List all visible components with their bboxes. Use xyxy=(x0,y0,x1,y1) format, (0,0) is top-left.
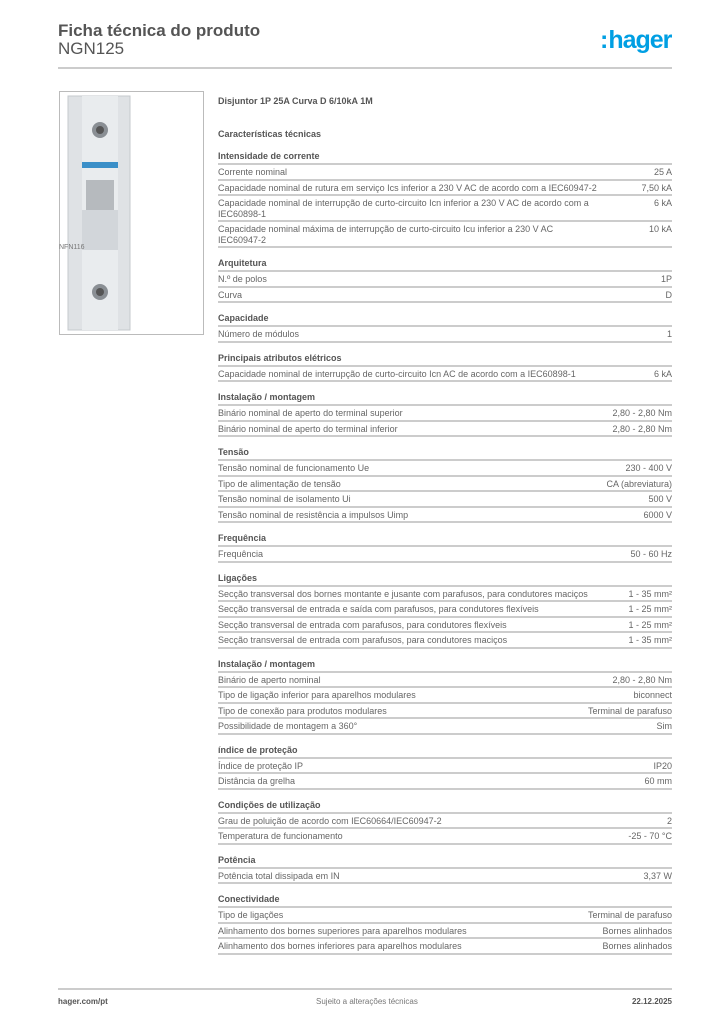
section-heading: Intensidade de corrente xyxy=(218,150,672,165)
spec-row xyxy=(218,673,672,689)
spec-value: Terminal de parafuso xyxy=(587,910,672,920)
characteristics-title: Características técnicas xyxy=(218,129,322,139)
footer-note: Sujeito a alterações técnicas xyxy=(316,997,418,1006)
spec-row xyxy=(218,814,672,830)
spec-label: Capacidade nominal de rutura em serviço Ics inferior a 230 V AC de acordo com a IEC60947-2 xyxy=(218,182,597,193)
spec-label: Tipo de ligação inferior para aparelhos modulares xyxy=(218,690,416,700)
spec-label: Secção transversal de entrada com parafusos, para condutores maciços xyxy=(218,635,508,645)
spec-row xyxy=(218,774,672,790)
spec-value: 2,80 - 2,80 Nm xyxy=(612,674,672,685)
spec-label: Alinhamento dos bornes superiores para aparelhos modulares xyxy=(218,925,467,936)
spec-value: IP20 xyxy=(653,760,672,771)
spec-row xyxy=(218,367,672,383)
spec-section xyxy=(218,257,672,303)
spec-value: CA (abreviatura) xyxy=(606,478,672,489)
spec-section xyxy=(218,352,672,383)
spec-value: biconnect xyxy=(633,690,672,700)
spec-value: 1 xyxy=(666,329,672,339)
spec-row xyxy=(218,633,672,649)
section-heading: Capacidade xyxy=(218,312,672,327)
spec-label: Tipo de conexão para produtos modulares xyxy=(218,705,387,716)
footer-divider xyxy=(58,988,672,990)
spec-section xyxy=(218,893,672,955)
spec-row xyxy=(218,288,672,304)
spec-row xyxy=(218,422,672,438)
spec-label: Número de módulos xyxy=(218,329,300,339)
spec-value: 60 mm xyxy=(644,776,672,786)
section-heading: Condições de utilização xyxy=(218,799,672,814)
spec-label: Potência total dissipada em IN xyxy=(218,870,340,881)
spec-label: Frequência xyxy=(218,549,264,559)
spec-row xyxy=(218,196,672,222)
spec-value: 10 kA xyxy=(648,224,672,234)
spec-label: Tensão nominal de funcionamento Ue xyxy=(218,463,370,473)
spec-value: 500 V xyxy=(648,494,672,504)
product-image xyxy=(59,91,204,335)
spec-label: Capacidade nominal de interrupção de curto-circuito Icn AC de acordo com a IEC60898-1 xyxy=(218,368,576,379)
spec-row xyxy=(218,704,672,720)
spec-section xyxy=(218,150,672,248)
spec-label: Tipo de alimentação de tensão xyxy=(218,478,341,489)
spec-sections xyxy=(218,150,672,955)
spec-label: Possibilidade de montagem a 360° xyxy=(218,721,358,731)
spec-section xyxy=(218,446,672,523)
spec-value: 6000 V xyxy=(643,509,672,520)
spec-label: Tensão nominal de isolamento Ui xyxy=(218,494,351,504)
spec-label: Grau de poluição de acordo com IEC60664/IEC60947-2 xyxy=(218,815,442,826)
spec-label: Tipo de ligações xyxy=(218,910,284,920)
spec-row xyxy=(218,829,672,845)
spec-row xyxy=(218,587,672,603)
spec-value: 6 kA xyxy=(653,198,672,208)
spec-section xyxy=(218,854,672,885)
spec-label: Binário nominal de aperto do terminal inferior xyxy=(218,423,398,434)
spec-value: D xyxy=(665,289,672,300)
section-heading: Instalação / montagem xyxy=(218,391,672,406)
product-code: NGN125 xyxy=(58,39,125,58)
spec-section xyxy=(218,744,672,790)
spec-section xyxy=(218,391,672,437)
spec-label: Secção transversal de entrada com parafusos, para condutores flexíveis xyxy=(218,619,507,630)
hager-logo: :hager xyxy=(600,26,672,54)
spec-row xyxy=(218,939,672,955)
spec-label: Capacidade nominal de interrupção de curto-circuito Icn inferior a 230 V AC de acordo com a IEC60898-1 xyxy=(218,198,589,219)
spec-row xyxy=(218,327,672,343)
section-heading: Instalação / montagem xyxy=(218,658,672,673)
spec-row xyxy=(218,508,672,524)
section-heading: Tensão xyxy=(218,446,672,461)
spec-value: Bornes alinhados xyxy=(602,925,672,936)
spec-section xyxy=(218,572,672,649)
spec-row xyxy=(218,869,672,885)
spec-section xyxy=(218,658,672,735)
spec-value: 1P xyxy=(660,274,672,284)
spec-label: Temperatura de funcionamento xyxy=(218,831,343,841)
spec-value: 1 - 35 mm² xyxy=(628,635,672,645)
spec-label: Curva xyxy=(218,289,243,300)
spec-section xyxy=(218,312,672,343)
spec-row xyxy=(218,759,672,775)
spec-value: 2,80 - 2,80 Nm xyxy=(612,408,672,418)
spec-row xyxy=(218,165,672,181)
spec-row xyxy=(218,222,672,248)
product-title: Disjuntor 1P 25A Curva D 6/10kA 1M xyxy=(218,96,373,106)
spec-label: N.º de polos xyxy=(218,274,267,284)
spec-label: Distância da grelha xyxy=(218,776,296,786)
spec-value: 2 xyxy=(666,815,672,826)
spec-label: Secção transversal de entrada e saída com parafusos, para condutores flexíveis xyxy=(218,604,539,614)
spec-section xyxy=(218,532,672,563)
section-heading: Potência xyxy=(218,854,672,869)
spec-value: Bornes alinhados xyxy=(602,941,672,951)
spec-value: 1 - 25 mm² xyxy=(628,619,672,630)
spec-row xyxy=(218,688,672,704)
spec-label: Alinhamento dos bornes inferiores para aparelhos modulares xyxy=(218,941,462,951)
spec-label: Secção transversal dos bornes montante e jusante com parafusos, para condutores maciços xyxy=(218,588,588,599)
spec-row xyxy=(218,181,672,197)
image-caption: NFN116 xyxy=(59,244,85,251)
spec-row xyxy=(218,461,672,477)
spec-value: 7,50 kA xyxy=(641,182,672,193)
header-divider xyxy=(58,67,672,69)
spec-label: Tensão nominal de resistência a impulsos Uimp xyxy=(218,509,409,520)
spec-row xyxy=(218,492,672,508)
spec-value: 1 - 35 mm² xyxy=(628,588,672,599)
spec-value: 6 kA xyxy=(653,368,672,379)
page-title: Ficha técnica do produto xyxy=(58,21,261,40)
spec-row xyxy=(218,719,672,735)
spec-value: Sim xyxy=(656,721,672,731)
spec-row xyxy=(218,618,672,634)
section-heading: Arquitetura xyxy=(218,257,672,272)
spec-value: 3,37 W xyxy=(643,870,672,881)
spec-label: Índice de proteção IP xyxy=(218,760,304,771)
footer-website[interactable]: hager.com/pt xyxy=(58,997,108,1006)
spec-row xyxy=(218,602,672,618)
spec-value: -25 - 70 °C xyxy=(628,831,672,841)
spec-value: Terminal de parafuso xyxy=(587,705,672,716)
spec-value: 1 - 25 mm² xyxy=(628,604,672,614)
spec-row xyxy=(218,908,672,924)
spec-label: Corrente nominal xyxy=(218,167,288,177)
spec-content xyxy=(218,96,672,964)
spec-value: 25 A xyxy=(653,167,672,177)
spec-row xyxy=(218,477,672,493)
spec-row xyxy=(218,924,672,940)
spec-label: Binário de aperto nominal xyxy=(218,674,321,685)
spec-value: 50 - 60 Hz xyxy=(630,549,672,559)
spec-row xyxy=(218,272,672,288)
section-heading: Ligações xyxy=(218,572,672,587)
spec-value: 230 - 400 V xyxy=(625,463,672,473)
section-heading: Principais atributos elétricos xyxy=(218,352,672,367)
spec-row xyxy=(218,406,672,422)
spec-label: Capacidade nominal máxima de interrupção de curto-circuito Icu inferior a 230 V AC IEC60947-2 xyxy=(218,224,554,245)
section-heading: índice de proteção xyxy=(218,744,672,759)
spec-label: Binário nominal de aperto do terminal superior xyxy=(218,408,403,418)
spec-value: 2,80 - 2,80 Nm xyxy=(612,423,672,434)
footer-date: 22.12.2025 xyxy=(631,997,672,1006)
circuit-breaker-icon xyxy=(60,92,203,334)
spec-section xyxy=(218,799,672,845)
section-heading: Frequência xyxy=(218,532,672,547)
spec-row xyxy=(218,547,672,563)
section-heading: Conectividade xyxy=(218,893,672,908)
